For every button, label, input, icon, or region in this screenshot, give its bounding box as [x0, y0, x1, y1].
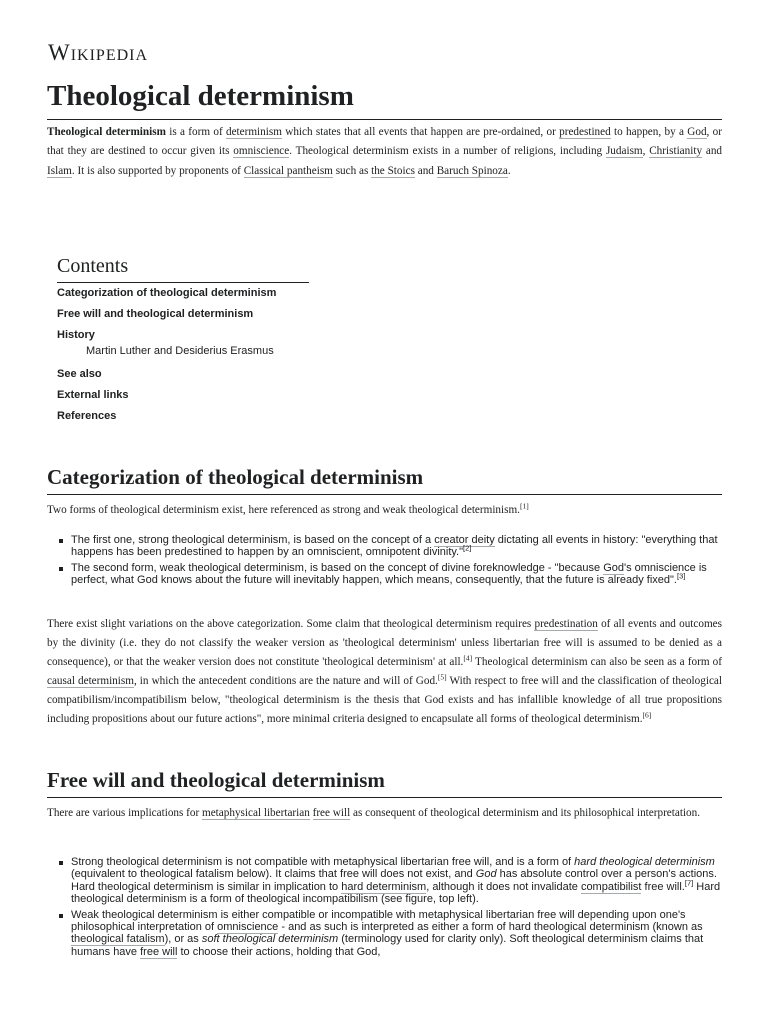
categorization-intro [47, 501, 722, 520]
text: is a form of [165, 126, 226, 138]
table-of-contents [57, 254, 317, 423]
text: Theological determinism can also be seen as a form of [472, 656, 722, 668]
free-will-intro [47, 804, 722, 823]
text: , or that they are destined to occur given its [47, 126, 722, 158]
toc-item-see-also[interactable]: See also [57, 368, 102, 380]
text: and [414, 164, 437, 177]
text: such as [332, 164, 372, 177]
list-item [58, 856, 724, 906]
citation[interactable]: [1] [519, 501, 529, 511]
text: The first one, strong theological determinism, is based on the concept of a [71, 534, 435, 546]
link-predestined[interactable]: predestined [559, 126, 611, 138]
text: dictating all events in history: "everything that happens has been predestined to happen by an omniscient, omnipotent divinity." [71, 534, 718, 559]
text: Strong theological determinism is not compatible with metaphysical libertarian free will, and is a form of [71, 856, 575, 868]
citation[interactable]: [6] [642, 710, 652, 720]
link-christianity[interactable]: Christianity [649, 145, 703, 158]
categorization-paragraph [47, 615, 722, 729]
list-item [58, 909, 724, 959]
lead-bold-term: Theological determinism [47, 126, 166, 138]
emphasis: hard theological determinism [574, 856, 715, 868]
text: which states that all events that happen are pre-ordained, or [281, 126, 560, 138]
text: , although it does not invalidate [426, 880, 581, 893]
toc-title: Contents [57, 254, 309, 283]
toc-item-references[interactable]: References [57, 410, 117, 422]
section-heading-categorization: Categorization of theological determinism [47, 465, 722, 495]
link-omniscience[interactable]: omniscience [233, 145, 290, 158]
citation[interactable]: [5] [437, 672, 447, 682]
emphasis: soft theological determinism [201, 933, 339, 946]
section-heading-free-will: Free will and theological determinism [47, 768, 722, 798]
citation[interactable]: [2] [463, 543, 472, 553]
link-the-stoics[interactable]: the Stoics [371, 164, 415, 177]
text: There are various implications for [47, 807, 203, 819]
link-theological-fatalism[interactable]: theological fatalism [71, 933, 165, 946]
text: . [507, 164, 511, 177]
list-item [58, 534, 724, 559]
toc-item-external-links[interactable]: External links [57, 389, 129, 401]
citation[interactable]: [3] [677, 571, 686, 581]
link-causal-determinism[interactable]: causal determinism [47, 675, 134, 687]
link-free-will[interactable]: free will [140, 945, 178, 958]
text: Hard theological determinism is a form of theological incompatibilism (see figure, top left). [71, 880, 721, 906]
page-title: Theological determinism [47, 77, 722, 120]
toc-item-history[interactable]: History [57, 329, 95, 341]
link-omniscience[interactable]: omniscience [217, 921, 279, 934]
text: of all events and outcomes by the divinity (i.e. they do not classify the weaker version as 'theological determinism' unless libertarian free will is assumed to be denied as a consequence), or that the weaker version does not constitute 'theological determinism' at all. [47, 618, 722, 668]
text: (terminology used for clarity only). Soft theological determinism claims that humans have [71, 933, 704, 958]
toc-item-categorization[interactable]: Categorization of theological determinism [57, 287, 277, 299]
text: and [702, 145, 723, 158]
citation[interactable]: [4] [463, 653, 473, 663]
free-will-list [58, 856, 724, 961]
link-judaism[interactable]: Judaism [605, 145, 643, 158]
text: The second form, weak theological determinism, is based on the concept of divine foreknowledge - "because [71, 561, 604, 574]
link-creator-deity[interactable]: creator deity [434, 534, 495, 546]
text: as consequent of theological determinism and its philosophical interpretation. [350, 807, 701, 819]
link-determinism[interactable]: determinism [225, 126, 282, 138]
text: Weak theological determinism is either compatible or incompatible with metaphysical libertarian free will depending upon one's philosophical interpretation of [71, 908, 686, 934]
link-hard-determinism[interactable]: hard determinism [341, 880, 427, 893]
text: With respect to free will and the classification of theological compatibilism/incompatibilism below, "theological determinism is the thesis that God exists and has infallible knowledge of all true propositions including propositions about our future actions", more minimal criteria designed to encapsulate all forms of theological determinism. [47, 675, 722, 725]
wikipedia-wordmark[interactable]: Wikipedia [48, 40, 149, 65]
list-item [58, 562, 724, 587]
text: There exist slight variations on the above categorization. Some claim that theological determinism requires [47, 618, 535, 630]
text: - and as such is interpreted as either a form of hard theological determinism (known as [278, 921, 703, 934]
toc-item-free-will[interactable]: Free will and theological determinism [57, 308, 254, 320]
lead-paragraph [47, 123, 722, 181]
link-god[interactable]: God [687, 126, 707, 138]
link-free-will[interactable]: free will [312, 807, 351, 819]
text: ), or as [164, 933, 202, 946]
text: free will. [641, 880, 685, 893]
link-compatibilist[interactable]: compatibilist [580, 880, 642, 893]
link-classical-pantheism[interactable]: Classical pantheism [243, 164, 333, 177]
link-baruch-spinoza[interactable]: Baruch Spinoza [436, 164, 508, 177]
link-metaphysical-libertarian[interactable]: metaphysical libertarian [202, 807, 310, 819]
citation[interactable]: [7] [684, 878, 694, 888]
text: . Theological determinism exists in a number of religions, including [289, 145, 606, 158]
text: to choose their actions, holding that God, [177, 945, 381, 958]
text: has absolute control over a person's actions. Hard theological determinism is similar in implication to [71, 868, 717, 893]
text: to happen, by a [610, 126, 688, 138]
emphasis: God [475, 868, 497, 881]
text: , in which the antecedent conditions are the nature and will of God. [133, 675, 438, 687]
text: . It is also supported by proponents of [71, 164, 244, 177]
link-predestination[interactable]: predestination [534, 618, 598, 630]
text: , [642, 145, 650, 158]
categorization-list [58, 534, 724, 590]
link-god[interactable]: God [603, 561, 624, 574]
text: 's omniscience is perfect, what God knows about the future will inevitably happen, which means, consequently, that the future is already fixed". [71, 561, 707, 587]
toc-item-luther-erasmus[interactable]: Martin Luther and Desiderius Erasmus [86, 345, 274, 357]
text: (equivalent to theological fatalism below). It claims that free will does not exist, and [71, 868, 476, 881]
link-islam[interactable]: Islam [47, 164, 72, 177]
toc-list [57, 287, 317, 423]
text: Two forms of theological determinism exist, here referenced as strong and weak theological determinism. [47, 504, 520, 516]
